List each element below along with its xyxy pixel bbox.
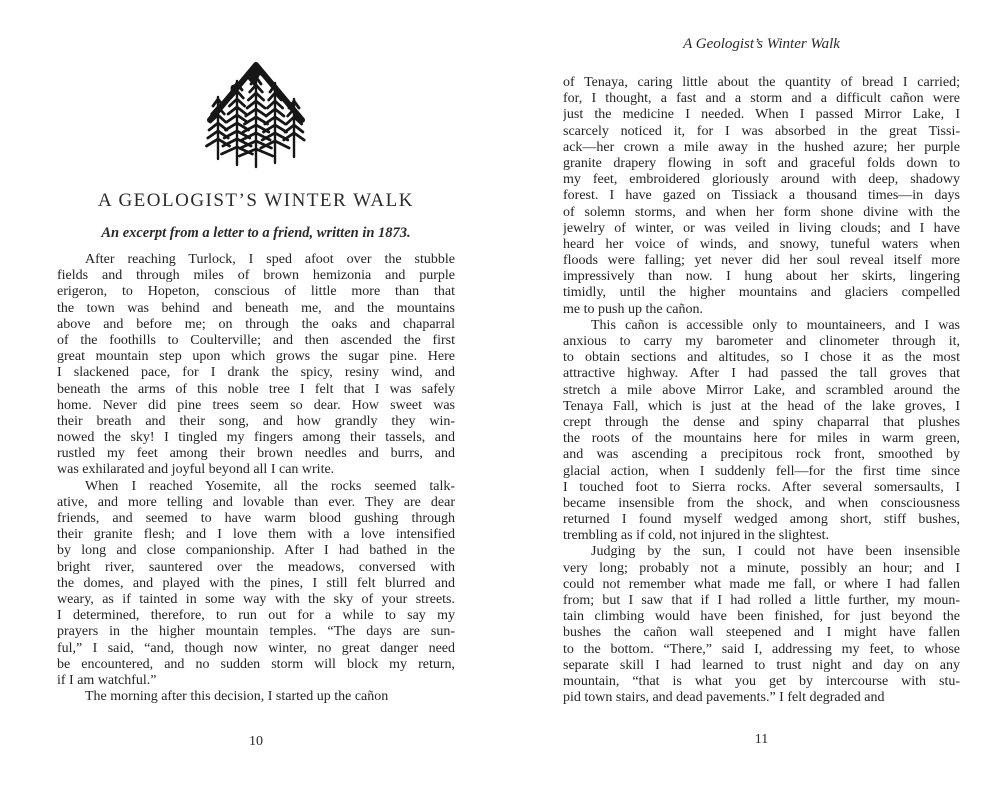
text-line: if I am watchful.” — [57, 672, 157, 688]
chapter-subtitle: An excerpt from a letter to a friend, written in 1873. — [101, 225, 411, 241]
right-page — [563, 0, 960, 800]
text-line: the domes, and played with the pines, I still felt blurred and — [57, 575, 455, 591]
text-line: When I reached Yosemite, all the rocks seemed talk- — [85, 478, 455, 494]
text-line: nowed the sky! I tingled my fingers among their tassels, and — [57, 430, 455, 446]
text-line: their granite flesh; and I love them with a love intensified — [57, 527, 455, 543]
paragraph — [57, 252, 455, 479]
text-line: granite drapery flowing in soft and graceful folds down to — [563, 155, 960, 171]
text-line: ack—her crown a mile away in the hushed azure; her purple — [563, 139, 960, 155]
text-line: stretch a mile above Mirror Lake, and scrambled around the — [563, 382, 960, 398]
text-line: attractive highway. After I had passed the tall groves that — [563, 366, 960, 382]
text-line: pid town stairs, and dead pavements.” I felt degraded and — [563, 690, 885, 706]
paragraph — [57, 689, 455, 705]
text-line: This cañon is accessible only to mountaineers, and I was — [591, 317, 960, 333]
text-line: timidly, until the higher mountains and glaciers compelled — [563, 285, 960, 301]
text-line: returned I found myself wedged among short, stiff bushes, — [563, 512, 960, 528]
text-line: their breath and their song, and how grandly they win- — [57, 413, 455, 429]
text-line: tain climbing would have been finished, for just beyond the — [563, 609, 960, 625]
text-line: floods were falling; yet never did her soul reveal itself more — [563, 253, 960, 269]
text-line: the roots of the mountains here for miles in warm green, — [563, 431, 960, 447]
text-line: Judging by the sun, I could not have been insensible — [591, 544, 960, 560]
text-line: bright river, sauntered over the meadows, conversed with — [57, 559, 455, 575]
text-line: glacial action, when I suddenly fell—for the first time since — [563, 463, 960, 479]
right-page-body — [563, 75, 960, 706]
text-line: of the foothills to Coulterville; and then ascended the first — [57, 332, 455, 348]
page-number: 11 — [754, 732, 769, 747]
text-line: trembling as if cold, not injured in the slightest. — [563, 528, 829, 544]
text-line: ful,” I said, “and, though now winter, no great danger need — [57, 640, 455, 656]
text-line: could not remember what made me fall, or where I had fallen — [563, 576, 960, 592]
text-line: anxious to carry my barometer and clinometer through it, — [563, 334, 960, 349]
text-line: my feet, embroidered gloriously around with deep, shadowy — [563, 172, 960, 188]
text-line: was exhilarated and joyful beyond all I can write. — [57, 462, 335, 478]
text-line: mountain, “that is what you get by intercourse with stu- — [563, 673, 960, 689]
text-line: beneath the arms of this noble tree I felt that I was safely — [57, 381, 455, 397]
text-line: above and before me; on through the oaks and chaparral — [57, 316, 455, 332]
text-line: I slackened pace, for I drank the spicy, resiny wind, and — [57, 365, 455, 381]
left-page-body — [57, 252, 455, 705]
text-line: prayers in the higher mountain temples. “The days are sun- — [57, 624, 455, 640]
text-line: crept through the dense and spiny chaparral that plushes — [563, 414, 960, 430]
text-line: bushes the cañon wall steepened and I might have fallen — [563, 625, 960, 641]
text-line: be encountered, and no sudden storm will block my return, — [57, 656, 455, 672]
running-head: A Geologist’s Winter Walk — [683, 36, 840, 52]
text-line: very long; probably not a minute, possibly an hour; and I — [563, 560, 960, 576]
paragraph — [563, 544, 960, 706]
text-line: ative, and more telling and lovable than ever. They are dear — [57, 494, 455, 510]
mountain-pines-logo — [57, 58, 455, 170]
text-line: and was ascending a precipitous rock front, smoothed by — [563, 447, 960, 463]
text-line: scarcely noticed it, for I was absorbed in the great Tissi- — [563, 123, 960, 139]
text-line: friends, and seemed to have warm blood gushing through — [57, 511, 455, 526]
text-line: became insensible from the shock, and when consciousness — [563, 495, 960, 511]
text-line: heard her voice of winds, and snowy, tuneful waters when — [563, 236, 960, 252]
text-line: the town was behind and beneath me, and the mountains — [57, 300, 455, 316]
mountain-pines-icon — [196, 58, 316, 170]
text-line: The morning after this decision, I started up the cañon — [85, 689, 389, 705]
text-line: of solemn storms, and when her form shone divine with the — [563, 204, 960, 220]
text-line: just the medicine I needed. When I passed Mirror Lake, I — [563, 107, 960, 123]
text-line: for, I thought, a fast and a storm and a difficult cañon were — [563, 91, 960, 107]
text-line: forest. I have gazed on Tissiack a thousand times—in days — [563, 188, 960, 204]
paragraph — [57, 479, 455, 689]
chapter-title: A GEOLOGIST’S WINTER WALK — [98, 190, 414, 211]
text-line: erigeron, to Hopeton, conscious of little more than that — [57, 284, 455, 300]
text-line: fields and through miles of brown hemizonia and purple — [57, 268, 455, 284]
text-line: me to push up the cañon. — [563, 301, 703, 317]
text-line: to obtain sections and altitudes, so I chose it as the most — [563, 350, 960, 366]
text-line: jewelry of winter, or was veiled in living clouds; and I have — [563, 220, 960, 236]
text-line: separate skill I had learned to trust night and day on any — [563, 657, 960, 673]
paragraph — [563, 75, 960, 318]
text-line: After reaching Turlock, I sped afoot over the stubble — [85, 252, 455, 267]
text-line: home. Never did pine trees seem so dear. How sweet was — [57, 397, 455, 413]
text-line: impressively than now. I hung about her skirts, lingering — [563, 269, 960, 285]
text-line: to the bottom. “There,” said I, addressing my feet, to whose — [563, 641, 960, 657]
text-line: weary, as if tainted in some way with the sky of your streets. — [57, 591, 455, 607]
text-line: I touched foot to Sierra rocks. After several somersaults, I — [563, 479, 960, 495]
text-line: of Tenaya, caring little about the quantity of bread I carried; — [563, 75, 960, 90]
left-page — [57, 0, 455, 800]
text-line: Tenaya Fall, which is just at the head of the lake groves, I — [563, 398, 960, 414]
text-line: by long and close companionship. After I had bathed in the — [57, 543, 455, 559]
paragraph — [563, 318, 960, 545]
text-line: rustled my feet among their brown needles and burrs, and — [57, 446, 455, 462]
page-number: 10 — [249, 734, 263, 749]
text-line: great mountain step upon which grows the sugar pine. Here — [57, 349, 455, 365]
text-line: I determined, therefore, to run out for a while to say my — [57, 608, 455, 624]
text-line: from; but I saw that if I had rolled a little further, my moun- — [563, 593, 960, 608]
